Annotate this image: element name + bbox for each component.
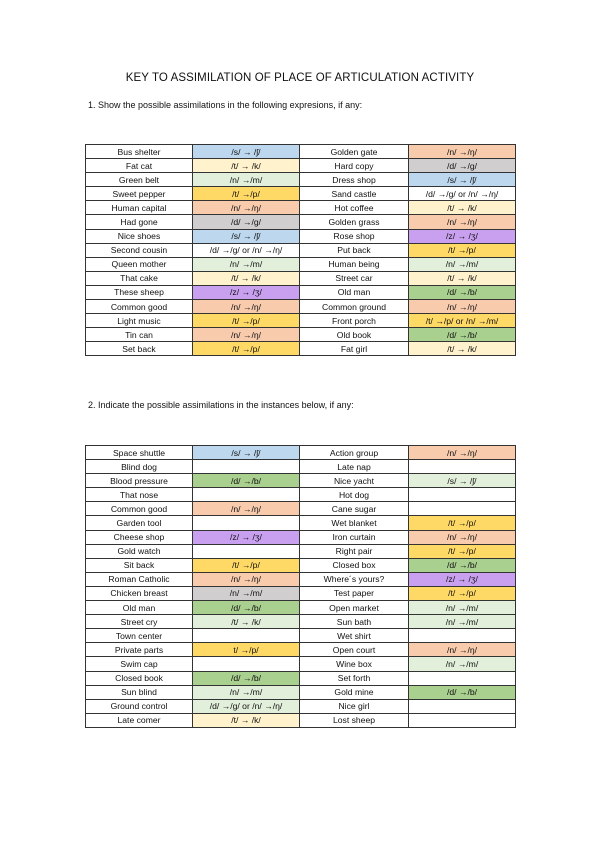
assimilation-cell: /t/ → /k/ (409, 271, 516, 285)
expression-cell: Space shuttle (86, 446, 193, 460)
assimilation-cell: /n/ →/m/ (193, 173, 300, 187)
table-row (86, 601, 516, 615)
table-row (86, 502, 516, 516)
expression-cell: Gold watch (86, 544, 193, 558)
expression-cell: Closed box (300, 558, 409, 572)
table-row (86, 530, 516, 544)
expression-cell: Sit back (86, 558, 193, 572)
table-row (86, 342, 516, 356)
expression-cell: Common good (86, 300, 193, 314)
expression-cell: Private parts (86, 643, 193, 657)
assimilation-cell: /d/ →/b/ (193, 601, 300, 615)
assimilation-cell: /t/ → /k/ (409, 201, 516, 215)
table-row (86, 257, 516, 271)
expression-cell: Tin can (86, 328, 193, 342)
table-row (86, 685, 516, 699)
expression-cell: Hard copy (300, 159, 409, 173)
expression-cell: Queen mother (86, 257, 193, 271)
expression-cell: That nose (86, 488, 193, 502)
assimilation-cell: /d/ →/b/ (193, 474, 300, 488)
expression-cell: Wet blanket (300, 516, 409, 530)
assimilation-cell: /t/ → /k/ (193, 713, 300, 727)
expression-cell: Cane sugar (300, 502, 409, 516)
assimilation-table-2 (85, 445, 516, 728)
table-row (86, 328, 516, 342)
expression-cell: Sun blind (86, 685, 193, 699)
assimilation-cell (409, 671, 516, 685)
assimilation-cell (409, 629, 516, 643)
assimilation-cell: /d/ →/g/ or /n/ →/ŋ/ (409, 187, 516, 201)
expression-cell: Old man (300, 285, 409, 299)
assimilation-cell: /d/ →/b/ (409, 328, 516, 342)
table-row (86, 615, 516, 629)
expression-cell: Lost sheep (300, 713, 409, 727)
table-row (86, 285, 516, 299)
assimilation-cell: t/ →/p/ (193, 643, 300, 657)
assimilation-cell: /d/ →/g/ or /n/ →/ŋ/ (193, 699, 300, 713)
assimilation-cell (193, 629, 300, 643)
assimilation-cell: /d/ →/g/ (409, 159, 516, 173)
assimilation-cell: /n/ →/m/ (193, 685, 300, 699)
expression-cell: Open court (300, 643, 409, 657)
assimilation-cell: /s/ → /ʃ/ (409, 173, 516, 187)
expression-cell: Old man (86, 601, 193, 615)
table-row (86, 187, 516, 201)
expression-cell: Where´s yours? (300, 572, 409, 586)
assimilation-cell (193, 460, 300, 474)
expression-cell: Ground control (86, 699, 193, 713)
assimilation-cell: /s/ → /ʃ/ (409, 474, 516, 488)
table-row (86, 586, 516, 600)
table-row (86, 271, 516, 285)
expression-cell: Second cousin (86, 243, 193, 257)
table-row (86, 558, 516, 572)
table-row (86, 229, 516, 243)
table-row (86, 643, 516, 657)
expression-cell: Late comer (86, 713, 193, 727)
assimilation-cell: /d/ →/b/ (409, 285, 516, 299)
expression-cell: Green belt (86, 173, 193, 187)
expression-cell: Hot dog (300, 488, 409, 502)
expression-cell: Human capital (86, 201, 193, 215)
assimilation-cell: /n/ →/m/ (193, 586, 300, 600)
assimilation-cell: /n/ →/m/ (409, 257, 516, 271)
table-row (86, 572, 516, 586)
expression-cell: Street car (300, 271, 409, 285)
expression-cell: Bus shelter (86, 145, 193, 159)
expression-cell: Garden tool (86, 516, 193, 530)
assimilation-cell: /z/ → /ʒ/ (193, 530, 300, 544)
expression-cell: Fat girl (300, 342, 409, 356)
table-row (86, 629, 516, 643)
expression-cell: Iron curtain (300, 530, 409, 544)
assimilation-cell: /t/ →/p/ (409, 243, 516, 257)
assimilation-cell (193, 516, 300, 530)
expression-cell: Gold mine (300, 685, 409, 699)
assimilation-cell (193, 657, 300, 671)
assimilation-cell: /n/ →/ŋ/ (193, 201, 300, 215)
expression-cell: Blind dog (86, 460, 193, 474)
assimilation-cell (409, 502, 516, 516)
assimilation-cell (193, 488, 300, 502)
assimilation-cell: /t/ →/p/ (409, 516, 516, 530)
assimilation-cell (409, 713, 516, 727)
expression-cell: Rose shop (300, 229, 409, 243)
assimilation-cell: /t/ → /k/ (193, 615, 300, 629)
assimilation-cell (409, 488, 516, 502)
assimilation-cell (409, 699, 516, 713)
assimilation-cell: /s/ → /ʃ/ (193, 446, 300, 460)
assimilation-cell: /t/ → /k/ (193, 271, 300, 285)
expression-cell: That cake (86, 271, 193, 285)
expression-cell: Hot coffee (300, 201, 409, 215)
assimilation-cell: /n/ →/ŋ/ (409, 145, 516, 159)
assimilation-cell: /n/ →/ŋ/ (409, 446, 516, 460)
assimilation-cell: /n/ →/m/ (193, 257, 300, 271)
table-row (86, 460, 516, 474)
expression-cell: Street cry (86, 615, 193, 629)
expression-cell: Nice girl (300, 699, 409, 713)
table-row (86, 201, 516, 215)
assimilation-cell: /t/ → /k/ (193, 159, 300, 173)
assimilation-table-1 (85, 144, 516, 356)
table-row (86, 516, 516, 530)
expression-cell: Nice yacht (300, 474, 409, 488)
expression-cell: Golden gate (300, 145, 409, 159)
assimilation-cell: /n/ →/ŋ/ (193, 502, 300, 516)
expression-cell: Set forth (300, 671, 409, 685)
assimilation-cell: /t/ →/p/ (193, 558, 300, 572)
assimilation-cell: /z/ → /ʒ/ (409, 572, 516, 586)
expression-cell: Common ground (300, 300, 409, 314)
expression-cell: Blood pressure (86, 474, 193, 488)
assimilation-cell: /n/ →/ŋ/ (193, 300, 300, 314)
assimilation-cell: /n/ →/ŋ/ (193, 328, 300, 342)
expression-cell: Set back (86, 342, 193, 356)
assimilation-cell: /z/ → /ʒ/ (409, 229, 516, 243)
assimilation-cell: /n/ →/ŋ/ (409, 643, 516, 657)
expression-cell: Test paper (300, 586, 409, 600)
assimilation-cell: /n/ →/m/ (409, 615, 516, 629)
assimilation-cell: /s/ → /ʃ/ (193, 229, 300, 243)
expression-cell: Wet shirt (300, 629, 409, 643)
assimilation-cell: /t/ →/p/ (193, 187, 300, 201)
expression-cell: Light music (86, 314, 193, 328)
expression-cell: Dress shop (300, 173, 409, 187)
expression-cell: Sun bath (300, 615, 409, 629)
table-row (86, 488, 516, 502)
table-row (86, 474, 516, 488)
assimilation-cell: /z/ → /ʒ/ (193, 285, 300, 299)
assimilation-cell: /d/ →/b/ (409, 685, 516, 699)
assimilation-cell: /t/ → /k/ (409, 342, 516, 356)
assimilation-cell: /d/ →/g/ (193, 215, 300, 229)
page-title: KEY TO ASSIMILATION OF PLACE OF ARTICULATION ACTIVITY (125, 72, 475, 84)
expression-cell: Swim cap (86, 657, 193, 671)
expression-cell: Nice shoes (86, 229, 193, 243)
table-row (86, 671, 516, 685)
table-row (86, 314, 516, 328)
assimilation-cell: /n/ →/m/ (409, 601, 516, 615)
assimilation-cell: /t/ →/p/ or /n/ →/m/ (409, 314, 516, 328)
assimilation-cell: /n/ →/m/ (409, 657, 516, 671)
expression-cell: Wine box (300, 657, 409, 671)
assimilation-cell: /t/ →/p/ (409, 544, 516, 558)
expression-cell: Cheese shop (86, 530, 193, 544)
expression-cell: Sand castle (300, 187, 409, 201)
assimilation-cell (409, 460, 516, 474)
expression-cell: Roman Catholic (86, 572, 193, 586)
expression-cell: Put back (300, 243, 409, 257)
table-row (86, 544, 516, 558)
table-row (86, 243, 516, 257)
expression-cell: Chicken breast (86, 586, 193, 600)
assimilation-cell: /n/ →/ŋ/ (409, 215, 516, 229)
expression-cell: Right pair (300, 544, 409, 558)
expression-cell: These sheep (86, 285, 193, 299)
assimilation-cell: /n/ →/ŋ/ (409, 300, 516, 314)
expression-cell: Golden grass (300, 215, 409, 229)
expression-cell: Human being (300, 257, 409, 271)
table-row (86, 215, 516, 229)
assimilation-cell (193, 544, 300, 558)
assimilation-cell: /d/ →/g/ or /n/ →/ŋ/ (193, 243, 300, 257)
assimilation-cell: /n/ →/ŋ/ (193, 572, 300, 586)
expression-cell: Action group (300, 446, 409, 460)
expression-cell: Sweet pepper (86, 187, 193, 201)
expression-cell: Late nap (300, 460, 409, 474)
table-row (86, 446, 516, 460)
assimilation-cell: /t/ →/p/ (193, 342, 300, 356)
table-row (86, 713, 516, 727)
expression-cell: Front porch (300, 314, 409, 328)
expression-cell: Old book (300, 328, 409, 342)
instruction-2: 2. Indicate the possible assimilations in the instances below, if any: (88, 400, 354, 410)
table-row (86, 657, 516, 671)
expression-cell: Closed book (86, 671, 193, 685)
expression-cell: Common good (86, 502, 193, 516)
assimilation-cell: /s/ → /ʃ/ (193, 145, 300, 159)
table-row (86, 159, 516, 173)
table-row (86, 173, 516, 187)
expression-cell: Had gone (86, 215, 193, 229)
expression-cell: Open market (300, 601, 409, 615)
assimilation-cell: /d/ →/b/ (193, 671, 300, 685)
expression-cell: Fat cat (86, 159, 193, 173)
assimilation-cell: /t/ →/p/ (193, 314, 300, 328)
table-row (86, 699, 516, 713)
assimilation-cell: /d/ →/b/ (409, 558, 516, 572)
instruction-1: 1. Show the possible assimilations in the following expresions, if any: (88, 100, 363, 110)
expression-cell: Town center (86, 629, 193, 643)
table-row (86, 300, 516, 314)
assimilation-cell: /t/ →/p/ (409, 586, 516, 600)
assimilation-cell: /n/ →/ŋ/ (409, 530, 516, 544)
table-row (86, 145, 516, 159)
